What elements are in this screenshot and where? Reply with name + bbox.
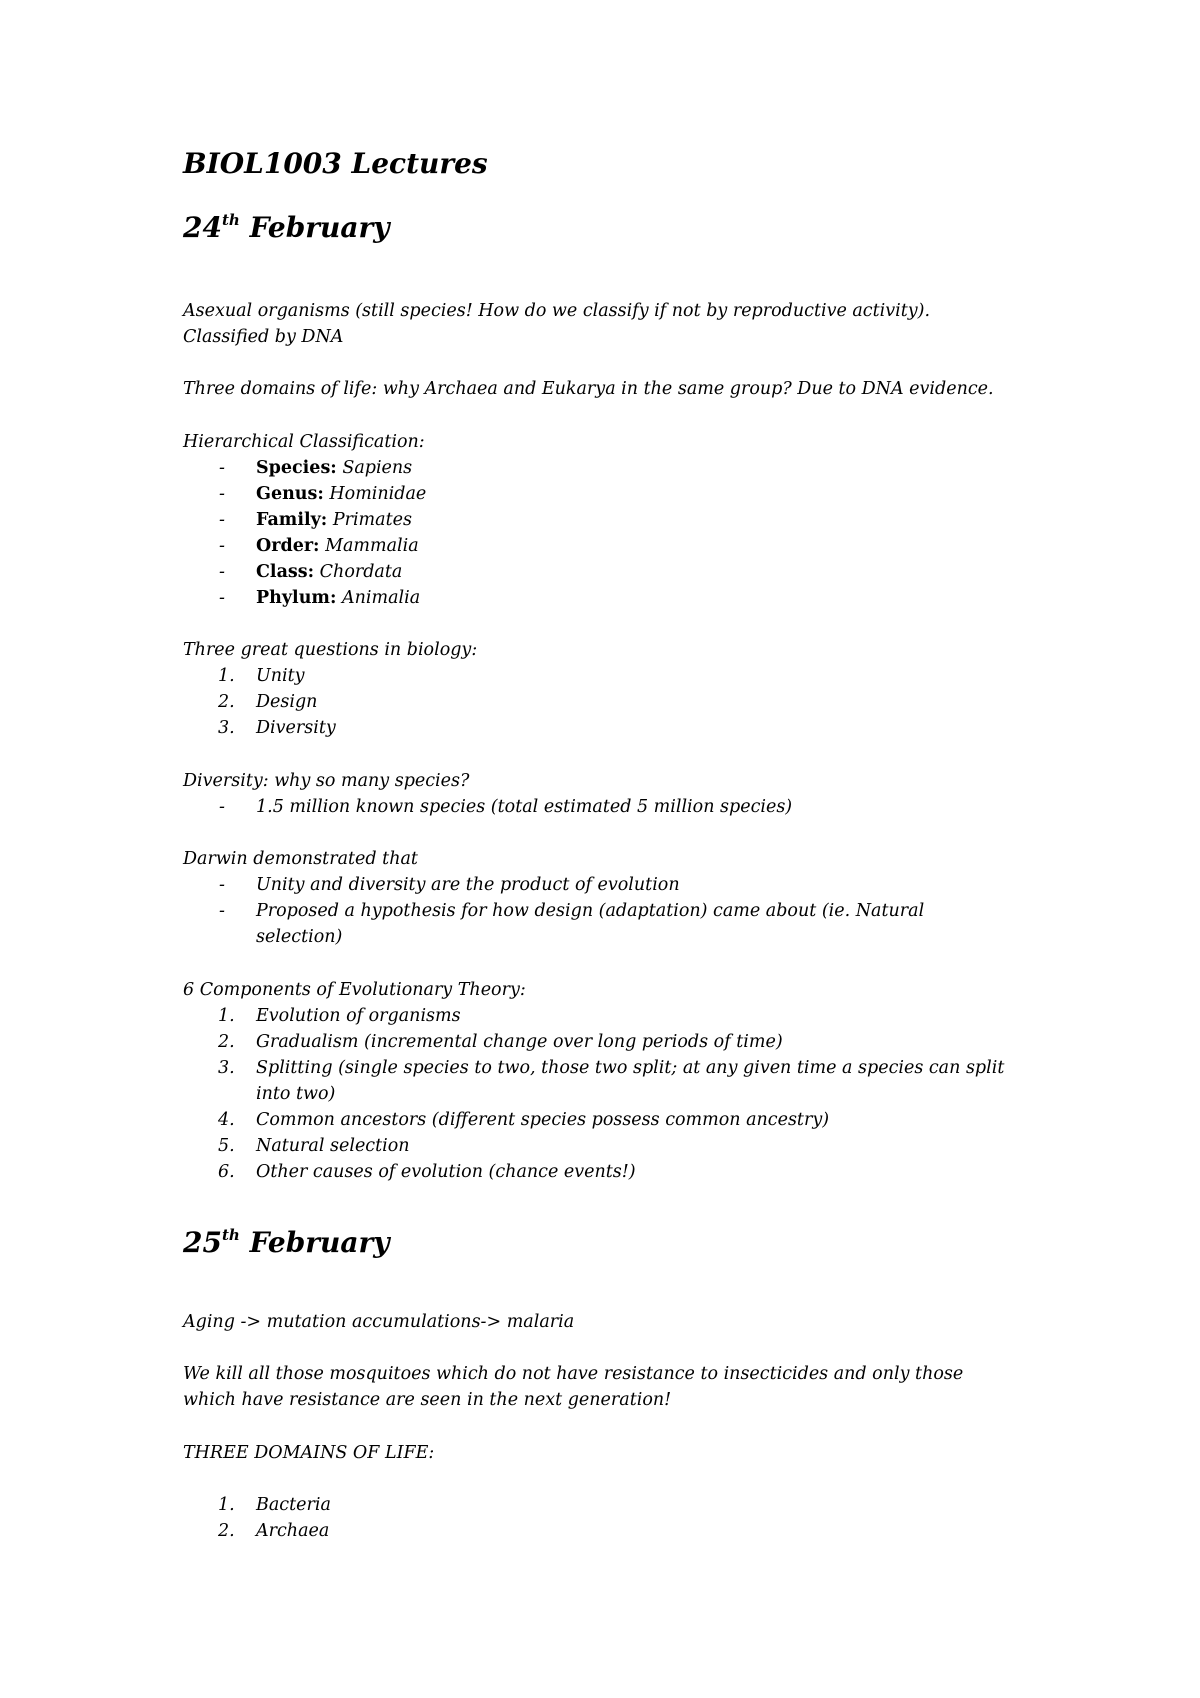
list-text: Splitting (single species to two, those two split; at any given time a species can split [256,1058,1005,1078]
section-day: 25 [183,1226,222,1259]
list-item [183,663,336,689]
dash-marker: - [219,562,225,582]
dash-marker: - [219,588,225,608]
rank-value: Sapiens [336,458,413,478]
mosquito-paragraph [183,1361,963,1413]
three-domains-paragraph: Three domains of life: why Archaea and Eukarya in the same group? Due to DNA evidence. [183,379,994,399]
dash-marker: - [219,875,225,895]
components-heading: 6 Components of Evolutionary Theory: [183,980,526,1000]
list-item [183,1003,1004,1029]
rank-value: Animalia [336,588,421,608]
section-heading-24-february [183,210,390,246]
list-number: 6. [218,1162,235,1182]
list-item [183,481,426,507]
list-item [183,1055,1004,1107]
rank-value: Mammalia [319,536,419,556]
diversity-list [183,794,792,820]
rank-term: Order: [256,536,320,556]
list-text: Design [256,692,318,712]
rank-term: Phylum: [256,588,337,608]
list-text: Unity [256,666,305,686]
domains-heading: THREE DOMAINS OF LIFE: [183,1443,435,1463]
paragraph-line: We kill all those mosquitoes which do not have resistance to insecticides and only those [183,1364,964,1384]
list-item [183,1133,1004,1159]
list-text: Other causes of evolution (chance events!) [256,1162,636,1182]
darwin-list [183,872,924,950]
list-item [183,1518,331,1544]
dash-marker: - [219,484,225,504]
list-number: 5. [218,1136,235,1156]
list-text-continued: into two) [256,1084,336,1104]
list-text-continued: selection) [256,927,343,947]
list-text: Proposed a hypothesis for how design (adaptation) came about (ie. Natural [256,901,925,921]
list-number: 3. [218,718,235,738]
list-text: Evolution of organisms [256,1006,461,1026]
paragraph-line: Classified by DNA [183,327,344,347]
diversity-heading: Diversity: why so many species? [183,771,470,791]
section-day: 24 [183,211,222,244]
list-number: 2. [218,692,235,712]
list-item [183,1492,331,1518]
list-item [183,507,426,533]
list-item [183,1107,1004,1133]
ordinal-suffix: th [221,1226,240,1244]
rank-term: Family: [256,510,328,530]
list-number: 1. [218,1006,235,1026]
asexual-paragraph [183,298,930,350]
list-item [183,1159,1004,1185]
dash-marker: - [219,901,225,921]
rank-value: Hominidae [323,484,427,504]
list-item [183,455,426,481]
questions-list [183,663,336,741]
list-text: Common ancestors (different species possess common ancestry) [256,1110,830,1130]
list-number: 1. [218,666,235,686]
list-text: Unity and diversity are the product of evolution [256,875,680,895]
list-text: Bacteria [256,1495,331,1515]
questions-heading: Three great questions in biology: [183,640,478,660]
darwin-heading: Darwin demonstrated that [183,849,418,869]
dash-marker: - [219,536,225,556]
section-heading-25-february [183,1225,390,1261]
list-item [183,1029,1004,1055]
paragraph-line: Asexual organisms (still species! How do we classify if not by reproductive activity). [183,301,931,321]
hierarchy-list [183,455,426,611]
paragraph-line: which have resistance are seen in the next generation! [183,1390,672,1410]
rank-value: Chordata [314,562,403,582]
dash-marker: - [219,510,225,530]
document-title: BIOL1003 Lectures [183,147,488,180]
section-month: February [249,1226,390,1259]
list-text: Archaea [256,1521,330,1541]
list-text: Diversity [256,718,336,738]
list-item [183,533,426,559]
list-item [183,872,924,898]
list-item [183,715,336,741]
dash-marker: - [219,458,225,478]
list-number: 3. [218,1058,235,1078]
hierarchy-heading: Hierarchical Classification: [183,432,425,452]
list-number: 1. [218,1495,235,1515]
list-number: 4. [218,1110,235,1130]
aging-paragraph: Aging -> mutation accumulations-> malaria [183,1312,575,1332]
list-number: 2. [218,1032,235,1052]
rank-term: Species: [256,458,337,478]
rank-value: Primates [327,510,412,530]
section-month: February [249,211,390,244]
list-text: Natural selection [256,1136,410,1156]
list-item [183,585,426,611]
rank-term: Genus: [256,484,324,504]
domains-list [183,1492,331,1544]
list-item [183,559,426,585]
list-number: 2. [218,1521,235,1541]
list-text: Gradualism (incremental change over long periods of time) [256,1032,783,1052]
list-text: 1.5 million known species (total estimated 5 million species) [256,797,793,817]
dash-marker: - [219,797,225,817]
list-item [183,794,792,820]
components-list [183,1003,1004,1185]
ordinal-suffix: th [221,211,240,229]
rank-term: Class: [256,562,315,582]
list-item [183,898,924,950]
list-item [183,689,336,715]
